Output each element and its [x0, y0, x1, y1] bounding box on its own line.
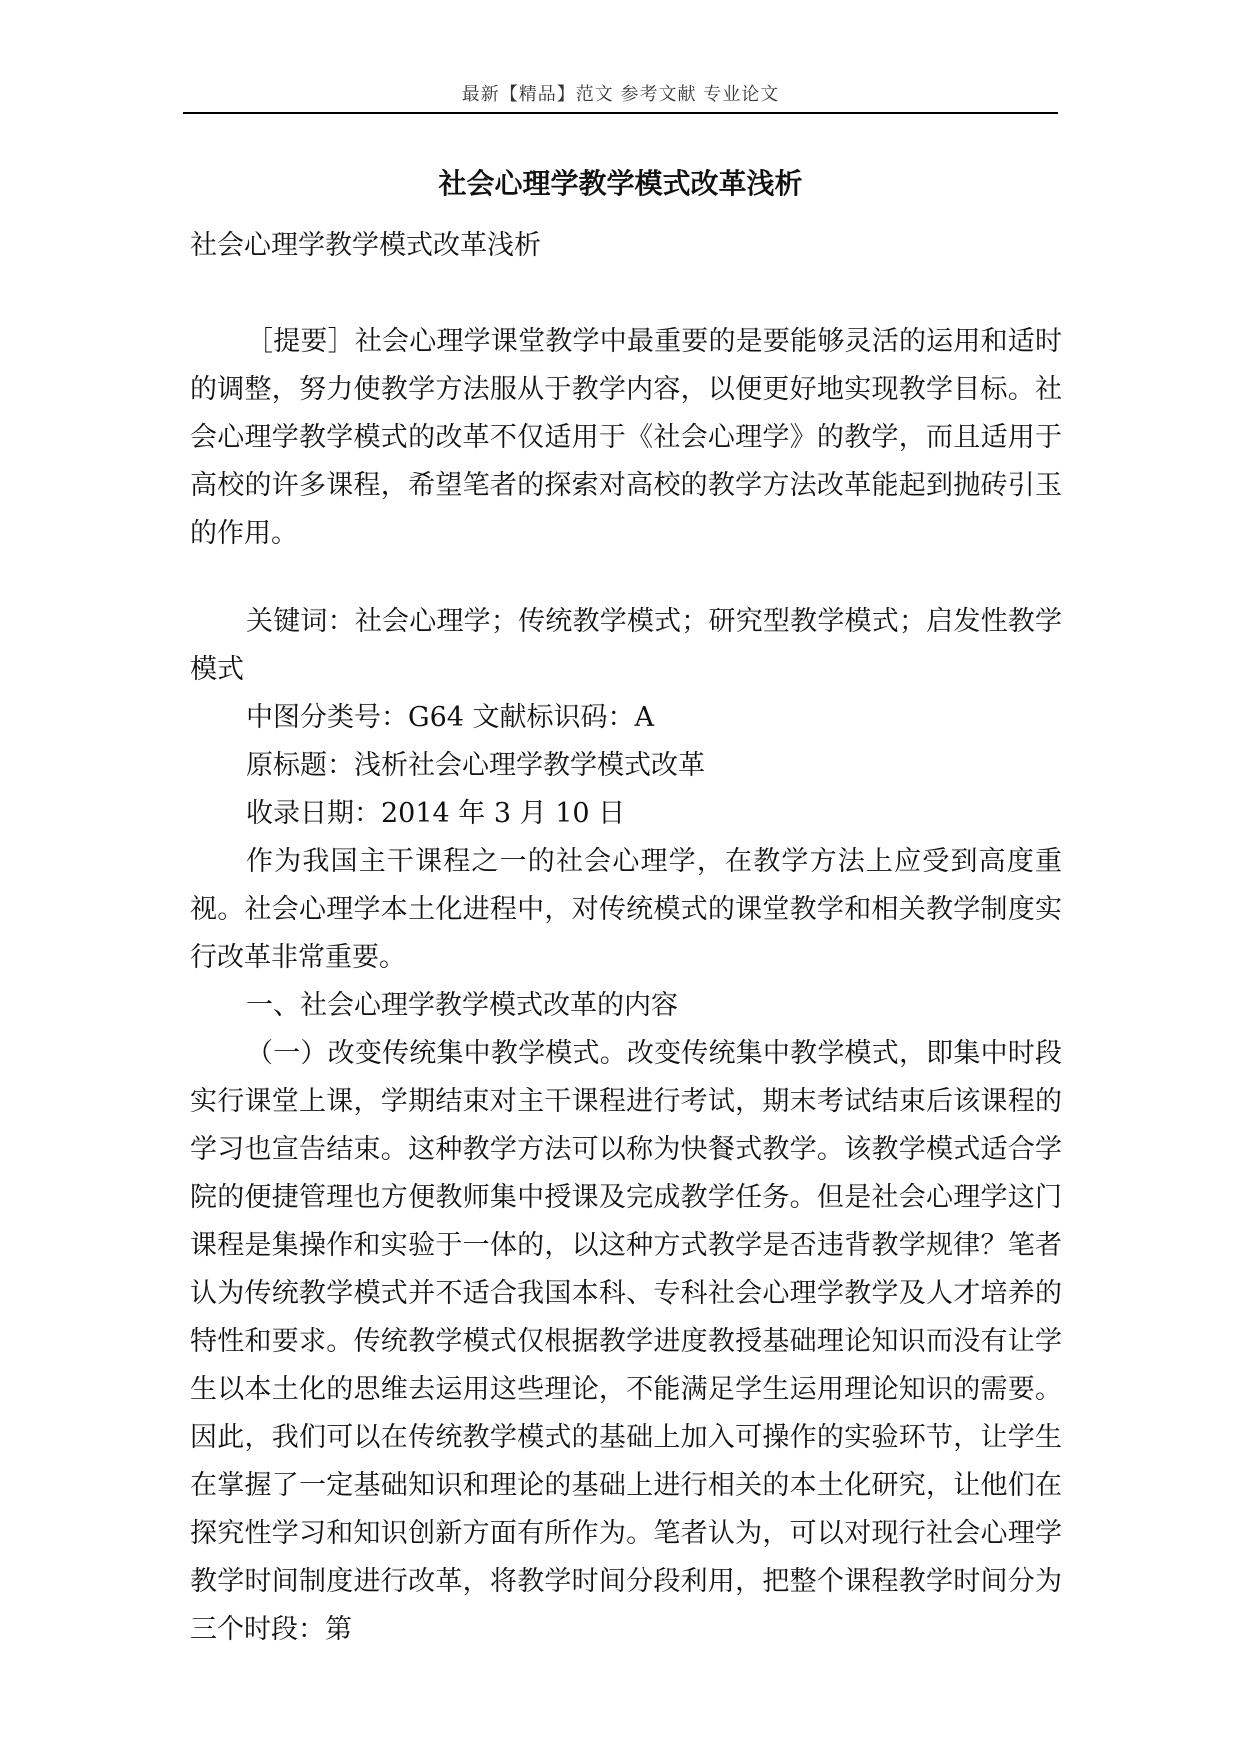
- classification-line: 中图分类号：G64 文献标识码：A: [246, 702, 655, 733]
- received-date-line: 收录日期：2014 年 3 月 10 日: [246, 798, 626, 829]
- document-title: 社会心理学教学模式改革浅析: [438, 167, 803, 200]
- body-paragraph: （一）改变传统集中教学模式。改变传统集中教学模式，即集中时段实行课堂上课，学期结束对主干课程进行考试，期末考试结束后该课程的学习也宣告结束。这种教学方法可以称为快餐式教学。该教学模式适合学院的便捷管理也方便教师集中授课及完成教学任务。但是社会心理学这门课程是集操作和实验于一体的，以这种方式教学是否违背教学规律？笔者认为传统教学模式并不适合我国本科、专科社会心理学教学及人才培养的特性和要求。传统教学模式仅根据教学进度教授基础理论知识而没有让学生以本土化的思维去运用这些理论，不能满足学生运用理论知识的需要。因此，我们可以在传统教学模式的基础上加入可操作的实验环节，让学生在掌握了一定基础知识和理论的基础上进行相关的本土化研究，让他们在探究性学习和知识创新方面有所作为。笔者认为，可以对现行社会心理学教学时间制度进行改革，将教学时间分段利用，把整个课程教学时间分为三个时段：第: [190, 1038, 1062, 1645]
- abstract-paragraph: ［提要］社会心理学课堂教学中最重要的是要能够灵活的运用和适时的调整，努力使教学方法服从于教学内容，以便更好地实现教学目标。社会心理学教学模式的改革不仅适用于《社会心理学》的教学，而且适用于高校的许多课程，希望笔者的探索对高校的教学方法改革能起到抛砖引玉的作用。: [190, 326, 1062, 549]
- original-title-line: 原标题：浅析社会心理学教学模式改革: [246, 750, 705, 781]
- intro-paragraph: 作为我国主干课程之一的社会心理学，在教学方法上应受到高度重视。社会心理学本土化进程中，对传统模式的课堂教学和相关教学制度实行改革非常重要。: [190, 846, 1062, 973]
- spacer: [190, 270, 1062, 318]
- header-divider: [183, 112, 1058, 114]
- section-heading: 一、社会心理学教学模式改革的内容: [246, 990, 678, 1021]
- document-body: [190, 222, 1062, 1654]
- page-header: 最新【精品】范文 参考文献 专业论文: [461, 84, 780, 105]
- document-subtitle: 社会心理学教学模式改革浅析: [190, 230, 541, 261]
- keywords-paragraph: 关键词：社会心理学；传统教学模式；研究型教学模式；启发性教学模式: [190, 606, 1062, 685]
- spacer: [190, 558, 1062, 598]
